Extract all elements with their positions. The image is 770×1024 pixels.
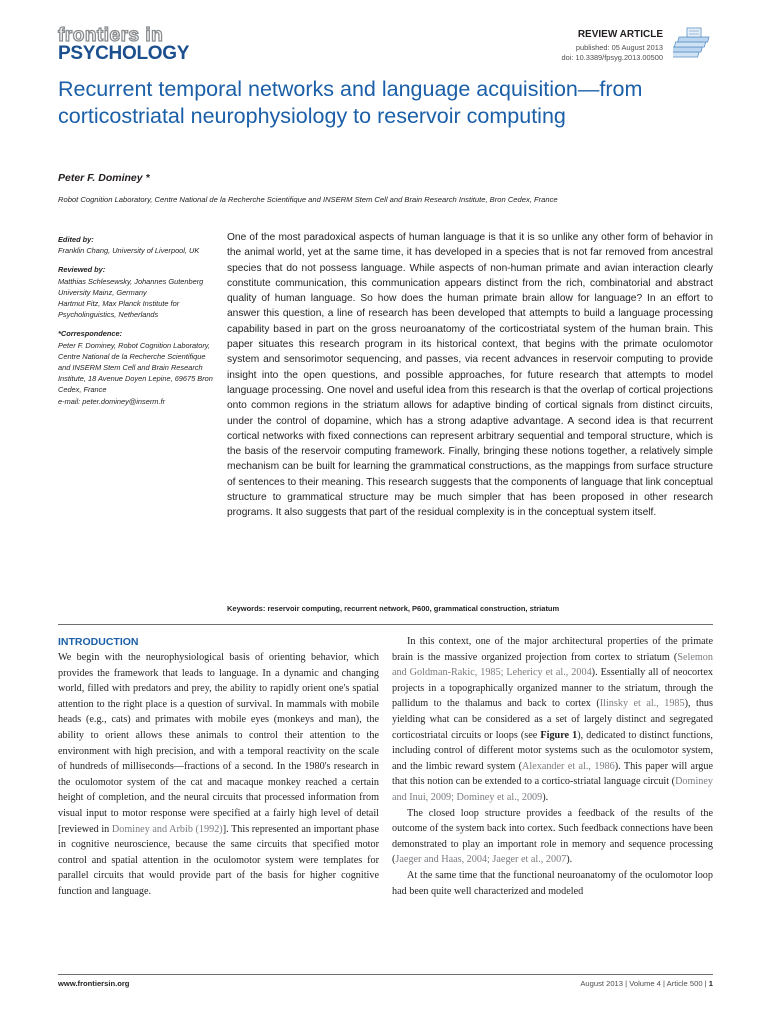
citation-link[interactable]: Dominey and Arbib (1992) bbox=[111, 823, 223, 835]
editor: Franklin Chang, University of Liverpool, UK bbox=[58, 246, 200, 256]
citation-link[interactable]: Alexander et al., 1986 bbox=[522, 760, 615, 772]
edited-by-label: Edited by: bbox=[58, 235, 94, 244]
logo-psychology-text: PSYCHOLOGY bbox=[58, 43, 190, 64]
doi: doi: 10.3389/fpsyg.2013.00500 bbox=[561, 53, 663, 62]
reviewed-by-label: Reviewed by: bbox=[58, 265, 106, 275]
journal-logo bbox=[58, 25, 190, 64]
section-divider bbox=[58, 624, 713, 625]
citation-link[interactable]: Ilinsky et al., 1985 bbox=[599, 698, 685, 710]
correspondence-email[interactable]: e-mail: peter.dominey@inserm.fr bbox=[58, 396, 166, 406]
reviewer-2: Hartmut Fitz, Max Planck Institute for Psycholinguistics, Netherlands bbox=[58, 299, 180, 320]
paragraph-2: In this context, one of the major architectural properties of the primate brain is the massive organized projection from cortex to striatum (Selemon and Goldman-Rakic, 1985; Lehericy et al., 2004). Essentially all of neocortex projects in a topographically organized manner to the striatum, through the pallidum to the thalamus and back to cortex (Ilinsky et al., 1985), thus yielding what can be considered as a set of largely distinct and segregated corticostriatal circuits or loops (see Figure 1), dedicated to distinct functions, including control of different motor systems such as the oculomotor system, and the limbic reward system (Alexander et al., 1986). This paper will argue that this notion can be extended to a cortico-striatal language circuit (Dominey and Inui, 2009; Dominey et al., 2009). bbox=[392, 636, 713, 803]
keywords bbox=[227, 604, 559, 613]
author-name: Peter F. Dominey * bbox=[58, 172, 150, 184]
footer-volume: Volume 4 bbox=[629, 979, 661, 988]
abstract: One of the most paradoxical aspects of human language is that it is so unlike any other form of behavior in the animal world, yet at the same time, it has developed in a species that is not far removed from ancestral species that do not possess language. While aspects of non-human primate and avian interaction clearly constitute communication, this communication appears distinct from the rich, combinatorial and abstract quality of human language. So how does the human primate brain allow for language? In an effort to answer this question, a line of research has been developed that attempts to build a language processing capability based in part on the gross neuroanatomy of the corticostriatal system of the human brain. This paper situates this research program in its historical context, that begins with the primate oculomotor system and sensorimotor sequencing, and passes, via recent advances in reservoir computing to provide insight into the open questions, and possible approaches, for future research that attempts to model language processing. One novel and useful idea from this research is that the overlap of cortical projections onto common regions in the striatum allows for adaptive binding of cortical signals from distinct circuits, under the control of dopamine, which has a strong adaptive advantage. A second idea is that recurrent cortical networks with fixed connections can represent arbitrary sequential and temporal structure, which is the basis of the reservoir computing framework. Finally, bringing these notions together, a relatively simple mechanism can be built for learning the grammatical constructions, as the mappings from surface structure of sentences to their meaning. This research suggests that the components of language that link conceptual structure to grammatical structure may be much simpler that has been proposed in other research programs. It also suggests that part of the residual complexity is in the conceptual system itself. bbox=[227, 232, 713, 519]
correspondence-address: Peter F. Dominey, Robot Cognition Laboratory, Centre National de la Recherche Scientifique and INSERM Stem Cell and Brain Research Institute, 18 Avenue Doyen Lepine, 69675 Bron Cedex, France bbox=[58, 340, 213, 395]
section-heading-introduction: INTRODUCTION bbox=[58, 636, 139, 648]
citation-link[interactable]: Jaeger and Haas, 2004; Jaeger et al., 2007 bbox=[395, 854, 567, 866]
citation-link[interactable]: Selemon and Goldman-Rakic, 1985; Lehericy et al., 2004 bbox=[392, 651, 713, 679]
logo-frontiers-text: frontiers in bbox=[58, 25, 164, 46]
author-affiliation: Robot Cognition Laboratory, Centre National de la Recherche Scientifique and INSERM Stem Cell and Brain Research Institute, Bron Cedex, France bbox=[58, 195, 558, 204]
reviewer-1: Matthias Schlesewsky, Johannes Gutenberg University Mainz, Germany bbox=[58, 276, 204, 297]
footer-citation: August 2013 | Volume 4 | Article 500 | 1 bbox=[580, 979, 713, 988]
editorial-sidebar bbox=[58, 234, 218, 407]
published-date: published: 05 August 2013 bbox=[575, 43, 663, 52]
body-column-right bbox=[392, 634, 713, 899]
footer-article: Article 500 bbox=[666, 979, 703, 988]
keywords-label: Keywords: bbox=[227, 604, 266, 613]
publication-info bbox=[561, 43, 663, 63]
article-type: REVIEW ARTICLE bbox=[577, 29, 663, 40]
paragraph-1: We begin with the neurophysiological basis of orienting behavior, which provides the framework that leads to language. In a dynamic and changing world, filled with predators and prey, the ability to rapidly orient one's spatial attention to the right place is a question of survival. In mammals with mobile heads (e.g., cats) and primates with mobile eyes (monkeys and man), the ability to orient allows these animals to control their attention to the environment with high precision, and with a temporal reactivity on the scale of hundreds of milliseconds—fractions of a second. In the 1980's research in the oculomotor system of the cat and macaque monkey reached a certain height of completion, and the neural circuits that processed information from visual input to motor response were specified at a fairly high level of detail [reviewed in Dominey and Arbib (1992)]. This represented an important phase in cognitive neuroscience, because the same circuits that specified motor control and spatial attention in the oculomotor system were templates for parallel circuits that would provide part of the basis for higher cognitive function and language. bbox=[58, 652, 379, 897]
footer-date: August 2013 bbox=[580, 979, 624, 988]
body-column-left bbox=[58, 634, 379, 900]
correspondence-label: *Correspondence: bbox=[58, 329, 123, 339]
keywords-text: reservoir computing, recurrent network, P600, grammatical construction, striatum bbox=[267, 604, 560, 613]
paragraph-3: The closed loop structure provides a feedback of the results of the outcome of the system back into cortex. Such feedback connections have been demonstrated to play an important role in memory and sequence processing (Jaeger and Haas, 2004; Jaeger et al., 2007). bbox=[392, 807, 713, 866]
page-number: 1 bbox=[708, 979, 713, 988]
paragraph-4: At the same time that the functional neuroanatomy of the oculomotor loop had been quite well characterized and modeled bbox=[392, 869, 713, 897]
footer-divider bbox=[58, 974, 713, 975]
citation-link[interactable]: Dominey and Inui, 2009; Dominey et al., 2009 bbox=[392, 776, 713, 803]
article-title: Recurrent temporal networks and language acquisition—from corticostriatal neurophysiology to reservoir computing bbox=[58, 77, 643, 128]
figure-reference[interactable]: Figure 1 bbox=[540, 729, 578, 741]
stacked-pages-icon bbox=[673, 22, 715, 64]
footer-url[interactable]: www.frontiersin.org bbox=[58, 979, 130, 988]
